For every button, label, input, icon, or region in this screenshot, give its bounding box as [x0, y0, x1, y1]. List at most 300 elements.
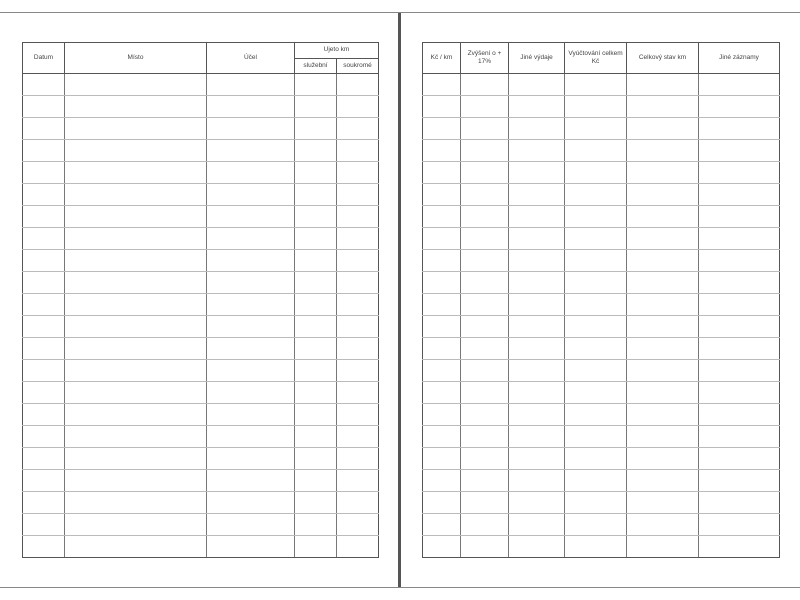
- ledger-cell: [65, 382, 207, 404]
- ledger-row: [23, 250, 379, 272]
- ledger-cell: [627, 162, 699, 184]
- ledger-cell: [509, 272, 565, 294]
- header-zvyseni: Zvýšení o + 17%: [461, 43, 509, 74]
- ledger-row: [423, 140, 780, 162]
- ledger-cell: [23, 382, 65, 404]
- ledger-cell: [509, 294, 565, 316]
- left-page: [0, 13, 399, 587]
- ledger-cell: [461, 206, 509, 228]
- ledger-row: [23, 426, 379, 448]
- ledger-cell: [461, 250, 509, 272]
- ledger-row: [423, 272, 780, 294]
- ledger-row: [23, 404, 379, 426]
- ledger-row: [23, 118, 379, 140]
- ledger-row: [423, 250, 780, 272]
- ledger-cell: [509, 96, 565, 118]
- ledger-cell: [699, 492, 780, 514]
- ledger-cell: [207, 206, 295, 228]
- ledger-cell: [337, 470, 379, 492]
- ledger-cell: [337, 250, 379, 272]
- ledger-cell: [565, 206, 627, 228]
- ledger-cell: [23, 96, 65, 118]
- ledger-cell: [423, 338, 461, 360]
- ledger-cell: [423, 492, 461, 514]
- ledger-cell: [627, 228, 699, 250]
- ledger-cell: [565, 184, 627, 206]
- ledger-cell: [207, 492, 295, 514]
- ledger-cell: [461, 470, 509, 492]
- ledger-cell: [509, 360, 565, 382]
- ledger-cell: [461, 404, 509, 426]
- ledger-cell: [23, 74, 65, 96]
- ledger-cell: [565, 118, 627, 140]
- ledger-row: [23, 140, 379, 162]
- ledger-row: [423, 448, 780, 470]
- ledger-cell: [23, 316, 65, 338]
- ledger-cell: [337, 426, 379, 448]
- ledger-cell: [337, 360, 379, 382]
- ledger-row: [423, 404, 780, 426]
- ledger-cell: [699, 448, 780, 470]
- ledger-cell: [65, 140, 207, 162]
- ledger-cell: [461, 492, 509, 514]
- ledger-cell: [699, 184, 780, 206]
- header-kc-km: Kč / km: [423, 43, 461, 74]
- ledger-cell: [461, 382, 509, 404]
- ledger-cell: [509, 426, 565, 448]
- header-ucel: Účel: [207, 43, 295, 74]
- ledger-row: [23, 294, 379, 316]
- ledger-cell: [627, 492, 699, 514]
- ledger-cell: [423, 140, 461, 162]
- ledger-cell: [337, 316, 379, 338]
- right-ledger-table: [422, 42, 780, 558]
- ledger-cell: [337, 272, 379, 294]
- ledger-cell: [207, 250, 295, 272]
- header-vyuctovani: Vyúčtování celkem Kč: [565, 43, 627, 74]
- ledger-cell: [461, 294, 509, 316]
- left-ledger-table: [22, 42, 379, 558]
- ledger-cell: [295, 316, 337, 338]
- ledger-cell: [699, 272, 780, 294]
- ledger-cell: [423, 360, 461, 382]
- ledger-row: [423, 184, 780, 206]
- ledger-cell: [337, 74, 379, 96]
- ledger-cell: [627, 294, 699, 316]
- ledger-cell: [627, 316, 699, 338]
- ledger-cell: [295, 360, 337, 382]
- ledger-cell: [337, 162, 379, 184]
- ledger-cell: [627, 426, 699, 448]
- ledger-cell: [565, 404, 627, 426]
- ledger-cell: [295, 162, 337, 184]
- ledger-cell: [509, 162, 565, 184]
- ledger-cell: [423, 448, 461, 470]
- ledger-row: [23, 492, 379, 514]
- ledger-row: [423, 206, 780, 228]
- ledger-cell: [627, 250, 699, 272]
- ledger-cell: [337, 140, 379, 162]
- ledger-row: [423, 162, 780, 184]
- ledger-cell: [699, 140, 780, 162]
- ledger-cell: [23, 272, 65, 294]
- ledger-cell: [207, 360, 295, 382]
- ledger-cell: [423, 206, 461, 228]
- ledger-cell: [295, 250, 337, 272]
- ledger-cell: [509, 492, 565, 514]
- ledger-cell: [65, 74, 207, 96]
- ledger-cell: [23, 492, 65, 514]
- ledger-cell: [295, 140, 337, 162]
- ledger-cell: [461, 448, 509, 470]
- ledger-cell: [423, 316, 461, 338]
- ledger-row: [23, 206, 379, 228]
- ledger-cell: [461, 514, 509, 536]
- ledger-cell: [65, 96, 207, 118]
- ledger-cell: [565, 250, 627, 272]
- ledger-row: [423, 74, 780, 96]
- ledger-cell: [65, 184, 207, 206]
- ledger-cell: [23, 448, 65, 470]
- ledger-cell: [565, 536, 627, 558]
- ledger-cell: [509, 514, 565, 536]
- ledger-cell: [461, 140, 509, 162]
- ledger-cell: [627, 382, 699, 404]
- header-jine-vydaje: Jiné výdaje: [509, 43, 565, 74]
- ledger-cell: [295, 536, 337, 558]
- ledger-cell: [565, 382, 627, 404]
- ledger-cell: [295, 228, 337, 250]
- ledger-cell: [461, 184, 509, 206]
- ledger-cell: [207, 118, 295, 140]
- ledger-cell: [337, 96, 379, 118]
- ledger-cell: [461, 96, 509, 118]
- ledger-cell: [65, 338, 207, 360]
- ledger-cell: [461, 426, 509, 448]
- ledger-cell: [461, 360, 509, 382]
- ledger-cell: [207, 316, 295, 338]
- ledger-cell: [23, 184, 65, 206]
- header-misto: Místo: [65, 43, 207, 74]
- ledger-cell: [699, 96, 780, 118]
- ledger-cell: [461, 118, 509, 140]
- ledger-row: [23, 228, 379, 250]
- ledger-cell: [509, 404, 565, 426]
- ledger-row: [23, 74, 379, 96]
- ledger-cell: [295, 272, 337, 294]
- ledger-cell: [565, 96, 627, 118]
- ledger-cell: [627, 140, 699, 162]
- ledger-row: [423, 294, 780, 316]
- ledger-cell: [461, 162, 509, 184]
- ledger-cell: [565, 162, 627, 184]
- ledger-cell: [23, 250, 65, 272]
- ledger-cell: [337, 492, 379, 514]
- ledger-cell: [207, 140, 295, 162]
- ledger-cell: [23, 404, 65, 426]
- ledger-row: [23, 184, 379, 206]
- ledger-row: [23, 272, 379, 294]
- ledger-cell: [699, 228, 780, 250]
- ledger-row: [23, 316, 379, 338]
- ledger-cell: [423, 228, 461, 250]
- ledger-cell: [207, 338, 295, 360]
- ledger-cell: [699, 514, 780, 536]
- ledger-cell: [699, 470, 780, 492]
- header-ujeto-km: Ujeto km: [295, 43, 379, 59]
- ledger-cell: [207, 184, 295, 206]
- ledger-cell: [207, 74, 295, 96]
- ledger-row: [423, 360, 780, 382]
- ledger-cell: [295, 294, 337, 316]
- ledger-cell: [509, 316, 565, 338]
- ledger-cell: [565, 492, 627, 514]
- ledger-row: [423, 492, 780, 514]
- ledger-cell: [295, 338, 337, 360]
- ledger-row: [423, 514, 780, 536]
- ledger-cell: [565, 316, 627, 338]
- ledger-cell: [699, 162, 780, 184]
- ledger-cell: [565, 470, 627, 492]
- left-ledger-body: [23, 74, 379, 558]
- ledger-cell: [337, 448, 379, 470]
- ledger-cell: [423, 404, 461, 426]
- ledger-cell: [423, 272, 461, 294]
- ledger-cell: [509, 74, 565, 96]
- ledger-row: [23, 338, 379, 360]
- ledger-cell: [509, 206, 565, 228]
- ledger-row: [23, 162, 379, 184]
- ledger-cell: [295, 448, 337, 470]
- ledger-cell: [65, 118, 207, 140]
- header-celkovy-stav: Celkový stav km: [627, 43, 699, 74]
- ledger-cell: [565, 228, 627, 250]
- ledger-cell: [207, 470, 295, 492]
- ledger-cell: [509, 118, 565, 140]
- ledger-cell: [65, 426, 207, 448]
- ledger-cell: [627, 206, 699, 228]
- ledger-cell: [509, 338, 565, 360]
- ledger-cell: [337, 536, 379, 558]
- ledger-cell: [295, 382, 337, 404]
- ledger-cell: [23, 294, 65, 316]
- ledger-cell: [337, 228, 379, 250]
- ledger-cell: [565, 338, 627, 360]
- ledger-cell: [509, 140, 565, 162]
- ledger-cell: [699, 316, 780, 338]
- ledger-cell: [699, 250, 780, 272]
- ledger-cell: [207, 96, 295, 118]
- ledger-cell: [337, 514, 379, 536]
- ledger-cell: [423, 470, 461, 492]
- ledger-cell: [461, 74, 509, 96]
- ledger-cell: [207, 162, 295, 184]
- ledger-cell: [23, 426, 65, 448]
- ledger-cell: [207, 426, 295, 448]
- ledger-cell: [295, 404, 337, 426]
- ledger-cell: [627, 338, 699, 360]
- ledger-cell: [699, 206, 780, 228]
- ledger-cell: [65, 492, 207, 514]
- ledger-cell: [509, 470, 565, 492]
- ledger-cell: [23, 228, 65, 250]
- ledger-cell: [295, 470, 337, 492]
- ledger-cell: [295, 492, 337, 514]
- ledger-cell: [423, 250, 461, 272]
- ledger-cell: [23, 162, 65, 184]
- ledger-cell: [295, 514, 337, 536]
- ledger-cell: [207, 272, 295, 294]
- ledger-cell: [699, 294, 780, 316]
- ledger-cell: [295, 74, 337, 96]
- ledger-cell: [337, 382, 379, 404]
- ledger-row: [23, 536, 379, 558]
- ledger-cell: [65, 294, 207, 316]
- ledger-row: [23, 448, 379, 470]
- ledger-row: [23, 96, 379, 118]
- ledger-cell: [461, 272, 509, 294]
- ledger-row: [23, 360, 379, 382]
- ledger-cell: [509, 250, 565, 272]
- ledger-cell: [65, 250, 207, 272]
- ledger-row: [423, 382, 780, 404]
- ledger-cell: [699, 404, 780, 426]
- ledger-cell: [699, 382, 780, 404]
- ledger-cell: [565, 140, 627, 162]
- ledger-cell: [627, 74, 699, 96]
- ledger-cell: [295, 206, 337, 228]
- ledger-cell: [627, 360, 699, 382]
- ledger-cell: [65, 228, 207, 250]
- ledger-cell: [565, 360, 627, 382]
- ledger-cell: [65, 272, 207, 294]
- ledger-row: [423, 228, 780, 250]
- ledger-cell: [699, 426, 780, 448]
- ledger-cell: [65, 162, 207, 184]
- ledger-cell: [65, 514, 207, 536]
- ledger-cell: [423, 96, 461, 118]
- ledger-cell: [699, 338, 780, 360]
- ledger-row: [423, 118, 780, 140]
- ledger-cell: [699, 360, 780, 382]
- ledger-cell: [295, 118, 337, 140]
- ledger-cell: [23, 338, 65, 360]
- ledger-cell: [461, 316, 509, 338]
- ledger-cell: [207, 536, 295, 558]
- ledger-cell: [699, 536, 780, 558]
- ledger-cell: [23, 360, 65, 382]
- ledger-cell: [207, 404, 295, 426]
- ledger-cell: [461, 228, 509, 250]
- ledger-cell: [423, 294, 461, 316]
- ledger-cell: [207, 294, 295, 316]
- header-sluzebni: služební: [295, 58, 337, 74]
- ledger-cell: [565, 272, 627, 294]
- right-page: [401, 13, 800, 587]
- ledger-cell: [65, 316, 207, 338]
- ledger-cell: [627, 118, 699, 140]
- ledger-cell: [23, 514, 65, 536]
- ledger-cell: [207, 228, 295, 250]
- ledger-row: [423, 96, 780, 118]
- ledger-row: [423, 536, 780, 558]
- ledger-cell: [65, 470, 207, 492]
- ledger-cell: [461, 338, 509, 360]
- ledger-cell: [337, 338, 379, 360]
- ledger-cell: [23, 118, 65, 140]
- ledger-cell: [337, 206, 379, 228]
- ledger-cell: [565, 294, 627, 316]
- ledger-cell: [423, 382, 461, 404]
- ledger-cell: [65, 536, 207, 558]
- ledger-row: [23, 470, 379, 492]
- ledger-cell: [65, 404, 207, 426]
- ledger-cell: [65, 448, 207, 470]
- ledger-cell: [423, 184, 461, 206]
- ledger-cell: [337, 294, 379, 316]
- ledger-cell: [295, 184, 337, 206]
- ledger-cell: [509, 448, 565, 470]
- ledger-cell: [627, 272, 699, 294]
- ledger-cell: [337, 184, 379, 206]
- ledger-cell: [509, 382, 565, 404]
- header-soukrome: soukromé: [337, 58, 379, 74]
- ledger-cell: [461, 536, 509, 558]
- ledger-row: [23, 382, 379, 404]
- ledger-row: [423, 426, 780, 448]
- ledger-cell: [565, 426, 627, 448]
- ledger-cell: [23, 470, 65, 492]
- ledger-cell: [565, 74, 627, 96]
- ledger-cell: [23, 536, 65, 558]
- ledger-row: [423, 338, 780, 360]
- ledger-cell: [295, 426, 337, 448]
- ledger-cell: [423, 162, 461, 184]
- ledger-cell: [337, 118, 379, 140]
- ledger-cell: [627, 96, 699, 118]
- ledger-cell: [65, 360, 207, 382]
- ledger-cell: [207, 514, 295, 536]
- header-jine-zaznamy: Jiné záznamy: [699, 43, 780, 74]
- ledger-cell: [627, 514, 699, 536]
- ledger-cell: [423, 118, 461, 140]
- ledger-cell: [207, 448, 295, 470]
- ledger-cell: [565, 448, 627, 470]
- ledger-cell: [23, 140, 65, 162]
- ledger-cell: [627, 184, 699, 206]
- ledger-cell: [423, 536, 461, 558]
- ledger-cell: [207, 382, 295, 404]
- ledger-row: [23, 514, 379, 536]
- ledger-cell: [509, 228, 565, 250]
- ledger-cell: [699, 74, 780, 96]
- notebook-spread: [0, 12, 800, 588]
- ledger-cell: [509, 536, 565, 558]
- right-ledger-body: [423, 74, 780, 558]
- ledger-cell: [509, 184, 565, 206]
- ledger-cell: [627, 404, 699, 426]
- ledger-cell: [295, 96, 337, 118]
- header-datum: Datum: [23, 43, 65, 74]
- ledger-row: [423, 316, 780, 338]
- ledger-cell: [627, 470, 699, 492]
- ledger-cell: [565, 514, 627, 536]
- ledger-cell: [423, 74, 461, 96]
- ledger-cell: [23, 206, 65, 228]
- ledger-row: [423, 470, 780, 492]
- ledger-cell: [627, 448, 699, 470]
- ledger-cell: [627, 536, 699, 558]
